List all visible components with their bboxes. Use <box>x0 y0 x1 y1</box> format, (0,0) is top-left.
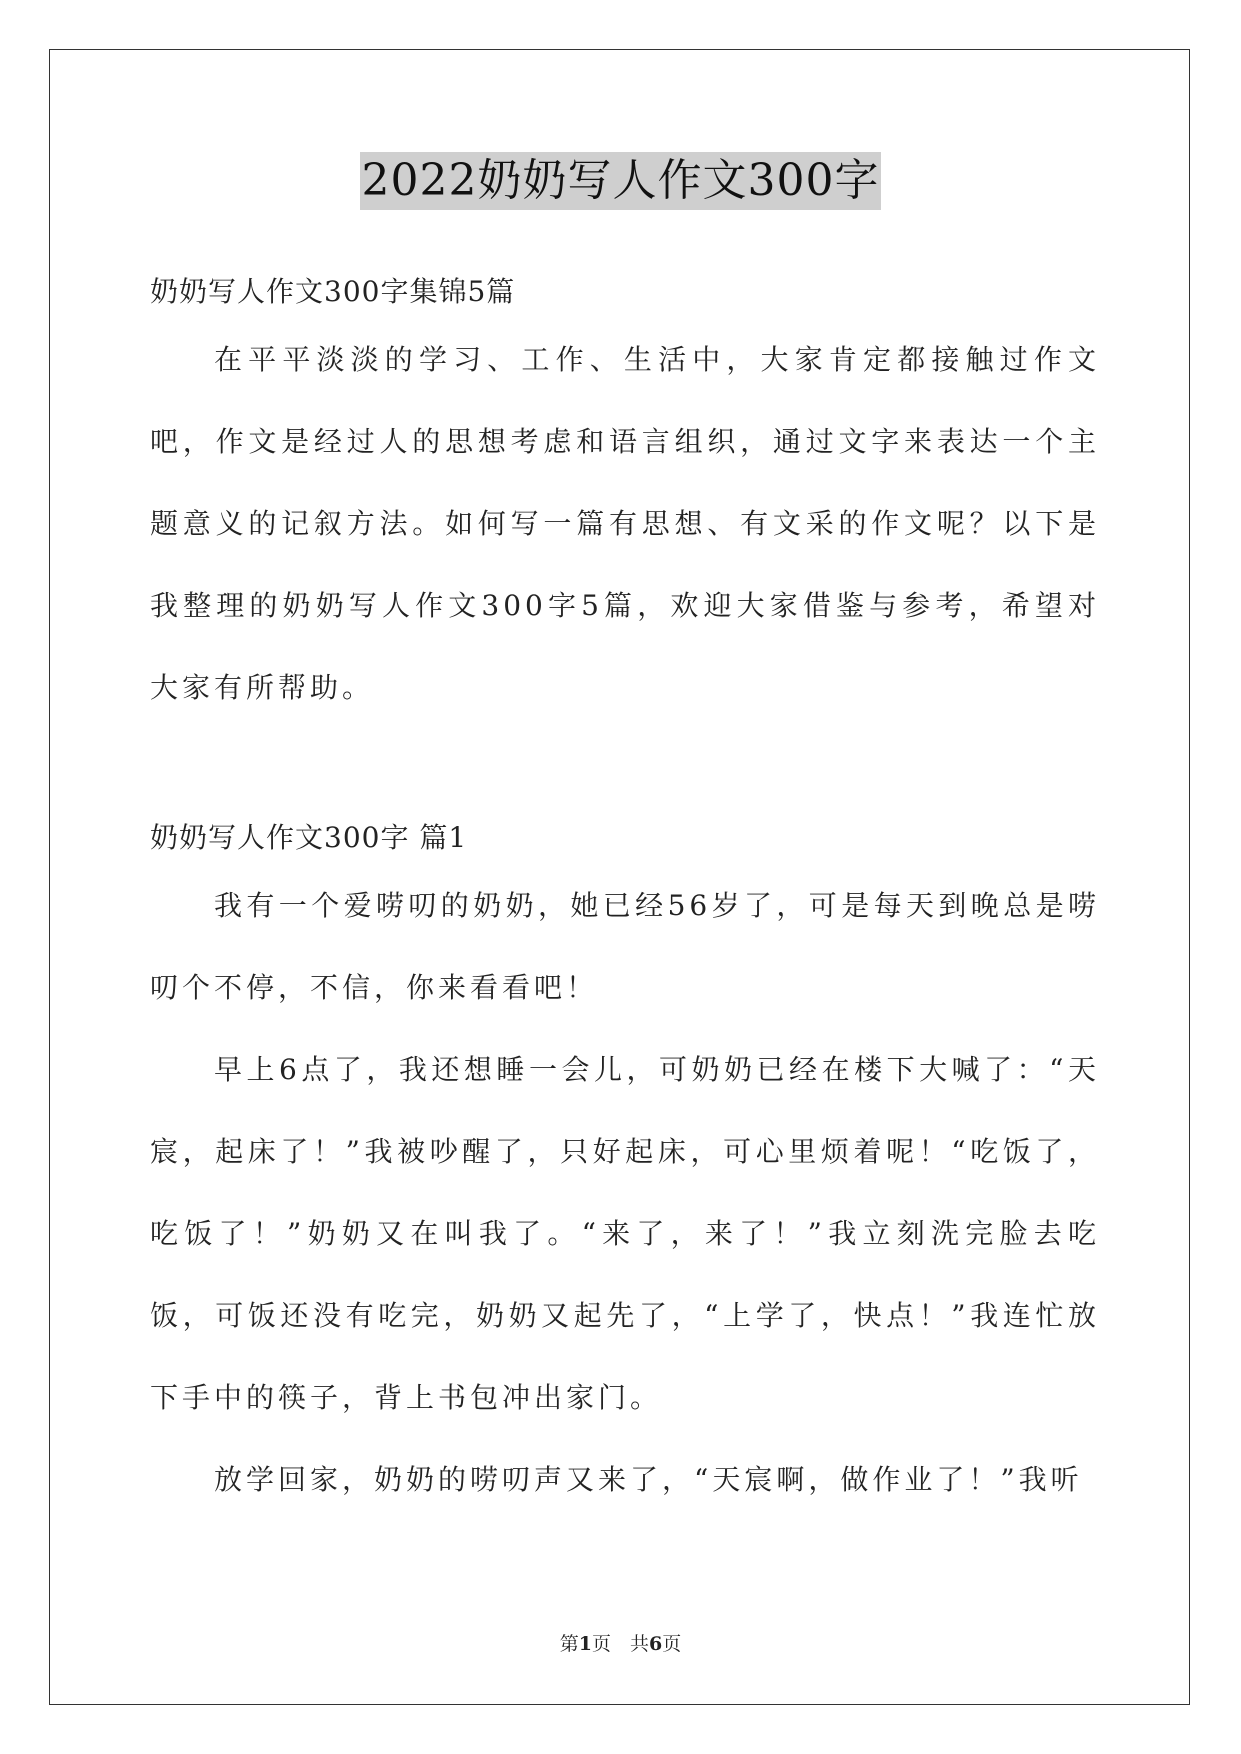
section-spacer <box>150 729 1100 811</box>
page-number-mid: 页 共 <box>591 1633 649 1655</box>
page-number-prefix: 第 <box>559 1633 579 1655</box>
page-number-total: 6 <box>649 1633 663 1655</box>
page-number-current: 1 <box>578 1633 592 1655</box>
document-title: 2022奶奶写人作文300字 <box>360 152 882 210</box>
document-body <box>150 265 1100 1521</box>
collection-heading: 奶奶写人作文300字集锦5篇 <box>150 275 516 308</box>
body-paragraph: 放学回家，奶奶的唠叨声又来了，“天宸啊，做作业了！”我听 <box>214 1463 1083 1496</box>
page-number-suffix: 页 <box>662 1633 682 1655</box>
intro-paragraph: 在平平淡淡的学习、工作、生活中，大家肯定都接触过作文吧，作文是经过人的思想考虑和语言组织，通过文字来表达一个主题意义的记叙方法。如何写一篇有思想、有文采的作文呢？以下是我整理的奶奶写人作文300字5篇，欢迎大家借鉴与参考，希望对大家有所帮助。 <box>150 343 1100 704</box>
body-paragraph: 早上6点了，我还想睡一会儿，可奶奶已经在楼下大喊了：“天宸，起床了！”我被吵醒了，只好起床，可心里烦着呢！“吃饭了，吃饭了！”奶奶又在叫我了。“来了，来了！”我立刻洗完脸去吃饭，可饭还没有吃完，奶奶又起先了，“上学了，快点！”我连忙放下手中的筷子，背上书包冲出家门。 <box>150 1053 1100 1414</box>
page-footer <box>0 1629 1241 1656</box>
body-paragraph: 我有一个爱唠叨的奶奶，她已经56岁了，可是每天到晚总是唠叨个不停，不信，你来看看吧！ <box>150 889 1100 1004</box>
title-container <box>0 152 1241 210</box>
section-heading: 奶奶写人作文300字 篇1 <box>150 821 468 854</box>
